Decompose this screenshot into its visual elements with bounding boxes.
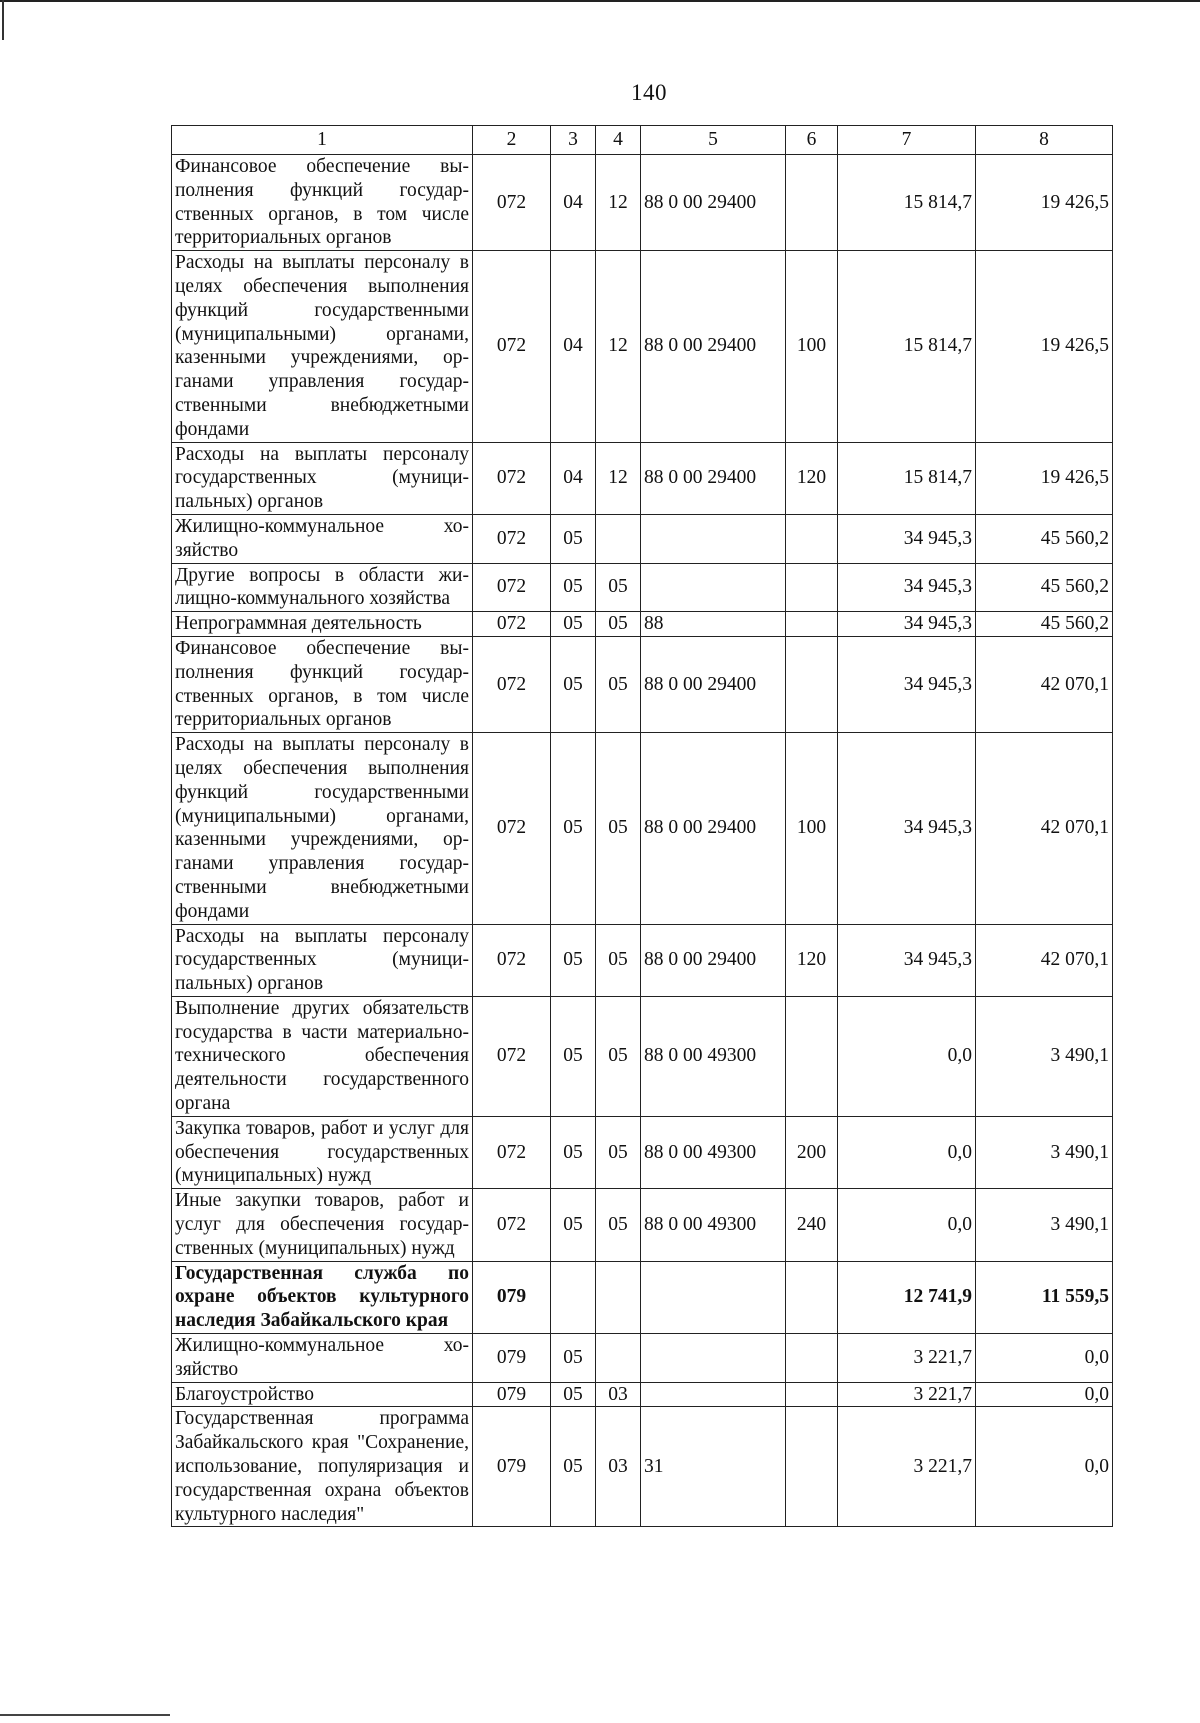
row-amount-year2-cell: 19 426,5 (976, 442, 1113, 514)
row-amount-year1-cell: 12 741,9 (838, 1261, 976, 1333)
row-section-cell: 04 (551, 155, 596, 251)
row-amount-year1-cell: 3 221,7 (838, 1334, 976, 1383)
row-subsection-cell: 12 (596, 251, 641, 442)
row-amount-year2-cell: 45 560,2 (976, 514, 1113, 563)
table-row (172, 733, 1113, 924)
row-name-cell: Расходы на выплаты персоналу государственных (муниципальных) органов (172, 442, 473, 514)
row-amount-year2-cell: 42 070,1 (976, 924, 1113, 996)
row-target-article-cell (641, 1382, 786, 1407)
row-target-article-cell: 88 0 00 29400 (641, 636, 786, 732)
row-amount-year2-cell: 0,0 (976, 1407, 1113, 1527)
row-target-article-cell: 31 (641, 1407, 786, 1527)
header-cell-2: 2 (473, 126, 551, 155)
row-name-cell: Финансовое обеспечение выполнения функций государственных органов, в том числе территориальных органов (172, 155, 473, 251)
row-section-cell (551, 1261, 596, 1333)
row-target-article-cell (641, 563, 786, 612)
header-cell-5: 5 (641, 126, 786, 155)
row-section-cell: 05 (551, 924, 596, 996)
row-expense-type-cell (786, 514, 838, 563)
row-code-cell: 072 (473, 924, 551, 996)
row-target-article-cell: 88 0 00 49300 (641, 1189, 786, 1261)
table-row (172, 1407, 1113, 1527)
row-name-cell: Выполнение других обязательств государства в части материально-технического обеспечения деятельности государственного органа (172, 996, 473, 1116)
row-name-cell: Финансовое обеспечение выполнения функций государственных органов, в том числе территориальных органов (172, 636, 473, 732)
row-target-article-cell: 88 0 00 29400 (641, 251, 786, 442)
row-amount-year1-cell: 3 221,7 (838, 1407, 976, 1527)
table-row (172, 612, 1113, 637)
table-header-row (172, 126, 1113, 155)
table-row (172, 636, 1113, 732)
row-amount-year1-cell: 15 814,7 (838, 155, 976, 251)
row-expense-type-cell: 200 (786, 1116, 838, 1188)
row-amount-year1-cell: 0,0 (838, 1189, 976, 1261)
header-cell-4: 4 (596, 126, 641, 155)
row-name-cell: Расходы на выплаты персоналу государственных (муниципальных) органов (172, 924, 473, 996)
page-number: 140 (631, 80, 667, 105)
row-section-cell: 05 (551, 1382, 596, 1407)
table-row (172, 442, 1113, 514)
top-border-line (0, 0, 1200, 2)
row-target-article-cell: 88 0 00 29400 (641, 733, 786, 924)
row-amount-year2-cell: 0,0 (976, 1382, 1113, 1407)
row-section-cell: 05 (551, 636, 596, 732)
bottom-edge-line (0, 1714, 170, 1716)
row-name-cell: Другие вопросы в области жилищно-коммунального хозяйства (172, 563, 473, 612)
table-row (172, 251, 1113, 442)
row-name-cell: Непрограммная деятельность (172, 612, 473, 637)
row-name-cell: Жилищно-коммунальное хозяйство (172, 1334, 473, 1383)
row-name-cell: Благоустройство (172, 1382, 473, 1407)
row-expense-type-cell: 100 (786, 251, 838, 442)
row-subsection-cell: 05 (596, 612, 641, 637)
row-target-article-cell (641, 514, 786, 563)
table-body (172, 155, 1113, 1527)
table-row (172, 1382, 1113, 1407)
row-code-cell: 072 (473, 1189, 551, 1261)
row-amount-year2-cell: 42 070,1 (976, 733, 1113, 924)
row-name-cell: Жилищно-коммунальное хозяйство (172, 514, 473, 563)
row-section-cell: 05 (551, 514, 596, 563)
row-amount-year1-cell: 34 945,3 (838, 563, 976, 612)
row-amount-year1-cell: 34 945,3 (838, 514, 976, 563)
row-amount-year2-cell: 45 560,2 (976, 612, 1113, 637)
row-amount-year2-cell: 3 490,1 (976, 1189, 1113, 1261)
row-code-cell: 072 (473, 442, 551, 514)
row-subsection-cell: 12 (596, 442, 641, 514)
budget-table (171, 125, 1113, 1527)
table-row (172, 155, 1113, 251)
row-subsection-cell (596, 514, 641, 563)
row-amount-year1-cell: 3 221,7 (838, 1382, 976, 1407)
row-section-cell: 04 (551, 251, 596, 442)
row-subsection-cell: 12 (596, 155, 641, 251)
row-subsection-cell: 05 (596, 733, 641, 924)
row-code-cell: 072 (473, 563, 551, 612)
row-amount-year2-cell: 19 426,5 (976, 251, 1113, 442)
row-amount-year2-cell: 19 426,5 (976, 155, 1113, 251)
row-code-cell: 072 (473, 733, 551, 924)
row-code-cell: 079 (473, 1407, 551, 1527)
row-amount-year1-cell: 15 814,7 (838, 442, 976, 514)
row-target-article-cell: 88 0 00 49300 (641, 1116, 786, 1188)
row-target-article-cell: 88 0 00 49300 (641, 996, 786, 1116)
row-expense-type-cell: 240 (786, 1189, 838, 1261)
row-amount-year2-cell: 0,0 (976, 1334, 1113, 1383)
row-expense-type-cell (786, 996, 838, 1116)
row-expense-type-cell: 120 (786, 442, 838, 514)
row-amount-year2-cell: 42 070,1 (976, 636, 1113, 732)
row-subsection-cell: 03 (596, 1382, 641, 1407)
row-amount-year1-cell: 15 814,7 (838, 251, 976, 442)
row-code-cell: 072 (473, 1116, 551, 1188)
row-expense-type-cell: 100 (786, 733, 838, 924)
row-amount-year2-cell: 3 490,1 (976, 1116, 1113, 1188)
row-target-article-cell: 88 0 00 29400 (641, 155, 786, 251)
table-row (172, 924, 1113, 996)
row-amount-year1-cell: 0,0 (838, 996, 976, 1116)
row-section-cell: 05 (551, 1334, 596, 1383)
row-section-cell: 05 (551, 612, 596, 637)
row-code-cell: 079 (473, 1382, 551, 1407)
row-section-cell: 05 (551, 996, 596, 1116)
row-expense-type-cell (786, 636, 838, 732)
table-row (172, 514, 1113, 563)
header-cell-6: 6 (786, 126, 838, 155)
row-target-article-cell: 88 0 00 29400 (641, 442, 786, 514)
row-expense-type-cell (786, 563, 838, 612)
row-code-cell: 072 (473, 612, 551, 637)
table-row (172, 1189, 1113, 1261)
header-cell-3: 3 (551, 126, 596, 155)
row-target-article-cell: 88 (641, 612, 786, 637)
table-row (172, 1334, 1113, 1383)
row-code-cell: 072 (473, 251, 551, 442)
row-section-cell: 05 (551, 1407, 596, 1527)
row-expense-type-cell (786, 155, 838, 251)
row-section-cell: 05 (551, 563, 596, 612)
row-code-cell: 072 (473, 996, 551, 1116)
row-section-cell: 05 (551, 1116, 596, 1188)
row-expense-type-cell (786, 1261, 838, 1333)
row-section-cell: 05 (551, 1189, 596, 1261)
row-target-article-cell (641, 1261, 786, 1333)
row-expense-type-cell (786, 1334, 838, 1383)
scan-edge-mark (2, 0, 4, 40)
row-subsection-cell: 05 (596, 996, 641, 1116)
table-row (172, 996, 1113, 1116)
row-name-cell: Расходы на выплаты персоналу в целях обеспечения выполнения функций государственными (муниципальными) органами, казенными учреждениями, органами управления государственными внебюджетными фондами (172, 251, 473, 442)
row-subsection-cell (596, 1261, 641, 1333)
row-section-cell: 05 (551, 733, 596, 924)
row-target-article-cell (641, 1334, 786, 1383)
row-subsection-cell: 05 (596, 1116, 641, 1188)
row-expense-type-cell: 120 (786, 924, 838, 996)
row-expense-type-cell (786, 1407, 838, 1527)
row-expense-type-cell (786, 612, 838, 637)
row-subsection-cell: 05 (596, 636, 641, 732)
row-amount-year2-cell: 3 490,1 (976, 996, 1113, 1116)
row-amount-year1-cell: 34 945,3 (838, 733, 976, 924)
row-subsection-cell: 05 (596, 1189, 641, 1261)
row-code-cell: 072 (473, 155, 551, 251)
header-cell-8: 8 (976, 126, 1113, 155)
row-amount-year2-cell: 11 559,5 (976, 1261, 1113, 1333)
row-amount-year2-cell: 45 560,2 (976, 563, 1113, 612)
row-expense-type-cell (786, 1382, 838, 1407)
row-code-cell: 079 (473, 1334, 551, 1383)
row-subsection-cell (596, 1334, 641, 1383)
row-name-cell: Иные закупки товаров, работ и услуг для обеспечения государственных (муниципальных) нужд (172, 1189, 473, 1261)
row-target-article-cell: 88 0 00 29400 (641, 924, 786, 996)
row-section-cell: 04 (551, 442, 596, 514)
row-subsection-cell: 05 (596, 924, 641, 996)
row-amount-year1-cell: 34 945,3 (838, 924, 976, 996)
row-amount-year1-cell: 34 945,3 (838, 612, 976, 637)
row-name-cell: Расходы на выплаты персоналу в целях обеспечения выполнения функций государственными (муниципальными) органами, казенными учреждениями, органами управления государственными внебюджетными фондами (172, 733, 473, 924)
table-row (172, 1261, 1113, 1333)
row-code-cell: 072 (473, 514, 551, 563)
row-code-cell: 072 (473, 636, 551, 732)
header-cell-1: 1 (172, 126, 473, 155)
row-amount-year1-cell: 0,0 (838, 1116, 976, 1188)
row-amount-year1-cell: 34 945,3 (838, 636, 976, 732)
row-code-cell: 079 (473, 1261, 551, 1333)
row-name-cell: Государственная служба по охране объектов культурного наследия Забайкальского края (172, 1261, 473, 1333)
table-row (172, 563, 1113, 612)
row-subsection-cell: 03 (596, 1407, 641, 1527)
table-row (172, 1116, 1113, 1188)
row-name-cell: Государственная программа Забайкальского края "Сохранение, использование, популяризация и государственная охрана объектов культурного наследия" (172, 1407, 473, 1527)
row-subsection-cell: 05 (596, 563, 641, 612)
header-cell-7: 7 (838, 126, 976, 155)
row-name-cell: Закупка товаров, работ и услуг для обеспечения государственных (муниципальных) нужд (172, 1116, 473, 1188)
